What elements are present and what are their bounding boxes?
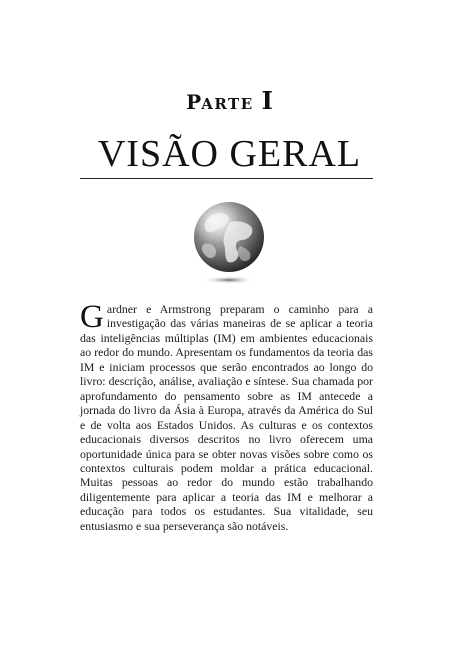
- part-heading: [0, 86, 459, 115]
- globe-icon: [190, 200, 268, 286]
- title-divider: [80, 178, 373, 179]
- drop-cap: G: [80, 299, 104, 335]
- part-label-rest: ARTE: [201, 95, 254, 113]
- intro-text: ardner e Armstrong preparam o caminho para a investigação das várias maneiras de se aplicar a teoria das inteligências múltiplas (IM) em ambientes educacionais ao redor do mundo. Apresentam os fundamentos da teoria das IM e iniciam processos que serão encontrados ao longo do livro: descrição, análise, avaliação e síntese. Sua chamada por aprofundamento do pensamento sobre as IM antecede a jornada do livro da Ásia à Europa, através da América do Sul e de volta aos Estados Unidos. As culturas e os contextos educacionais diversos descritos no livro oferecem uma oportunidade única para se obter novas visões sobre como os contextos culturais podem moldar a prática educacional. Muitas pessoas ao redor do mundo estão trabalhando diligentemente para aplicar a teoria das IM e melhorar a educação para todos os estudantes. Sua vitalidade, seu entusiasmo e sua perseverança são notáveis.: [80, 302, 373, 533]
- page-title: VISÃO GERAL: [97, 133, 362, 175]
- intro-paragraph: [80, 299, 373, 533]
- part-number: I: [261, 86, 273, 115]
- part-label-first-letter: P: [186, 90, 202, 114]
